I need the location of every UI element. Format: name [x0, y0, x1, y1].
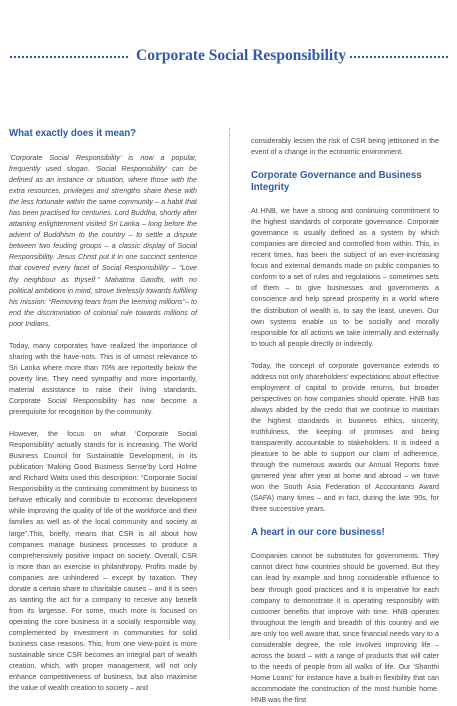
body-paragraph: Companies cannot be substitutes for governments. They cannot direct how countries should be governed. But they can lead by example and bring considerable influence to bear through good practices and it is imperative for each company to demonstrate it is operating responsibly with customer benefits that improve with time. HNB operates throughout the length and breadth of this country and we are only too well aware that, since financial needs vary to a considerable degree, the role involves improving life – across the board – with a range of products that will cater to the needs of people from all walks of life. Our ‘Shanthi Home Loans’ for instance have a built-in flexibility that can accommodate the construction of the most humble home. HNB was the first [251, 552, 439, 704]
column-divider [229, 128, 230, 640]
section-heading-heart-core-business: A heart in our core business! [251, 527, 385, 539]
body-paragraph: However, the focus on what ‘Corporate Social Responsibility’ actually stands for is increasing. The World Business Council for Sustainable Development, in its publication ‘Making Good Business Sense’by Lord Holme and Richard Watts used this description: “Corporate Social Responsibility is the continuing commitment by business to behave ethically and contribute to economic development while improving the quality of life of the workforce and their families as well as of the local community and society at large”.This, briefly, means that CSR is all about how companies manage business processes to produce a comprehensively positive impact on society. Overall, CSR is more than an exercise in philanthropy. Profits made by companies are unhindered – except by taxation. They donate a certain share to charitable causes – and it is seen as tainting the act for a company to receive any benefit from its largesse. For some, much more is focused on operating the core business in a socially responsible way, complemented by investment in communities for solid business case reasons. This, from one view-point is more sustainable since CSR becomes an integral part of wealth creation, which, with proper management, will not only enhance competitiveness of business, but also maximise the value of wealth creation to society – and [9, 430, 197, 693]
section-heading-governance: Corporate Governance and Business Integrity [251, 170, 422, 194]
left-column [9, 128, 197, 693]
page-header [0, 44, 457, 68]
page-title: Corporate Social Responsibility [136, 47, 347, 64]
intro-paragraph: ‘Corporate Social Responsibility’ is now a popular, frequently used slogan. ‘Social Responsibility’ can be defined as an instance or situation, where those with the extra resources, privileges and strengths share these with the less fortunate within the same community – a habit that has been practised for centuries. Lord Buddha, shortly after attaining enlightenment visited Sri Lanka – long before the advent of Buddhism to the country – to settle a dispute between two feuding groups – a classic display of Social Responsibility. Jesus Christ put it in one succinct sentence that covered every facet of Social Responsibility – “Love thy neighbour as thyself.” Mahatma Gandhi, with no political ambitions in mind, strove tirelessly towards fulfilling his mission: “Removing tears from the teeming millions”– to end the discrimination of colonial rule towards millions of poor Indians. [9, 154, 197, 328]
header-dotted-rule-right [350, 56, 448, 58]
body-paragraph: At HNB, we have a strong and continuing commitment to the highest standards of corporate governance. Corporate governance is usually defined as a system by which companies are directed and controlled from within. This, in recent times, has been the subject of an ever-increasing focus and external demands made on public companies to conform to a set of rules and regulations – sometimes sets of them – to give businesses and governments a conscience and help spread prosperity in a world where the distribution of wealth is, to say the least, uneven. Our own systems enable us to be socially and morally responsible for all actions we take internally and externally to touch all people directly or indirectly. [251, 207, 439, 348]
right-column [251, 136, 439, 704]
body-paragraph: Today, many corporates have realized the importance of sharing with the have-nots. This is of utmost relevance to Sri Lanka where more than 70% are reportedly below the poverty line. They need sympathy and more importantly, material assistance to raise their living standards. Corporate Social Responsibility has now become a prerequisite for recognition by the community. [9, 341, 197, 417]
body-paragraph: Today, the concept of corporate governance extends to address not only shareholders’ expectations about effective employment of capital to provide returns, but broader perspectives on how companies should operate. HNB has always abided by the credo that we continue to maintain the highest standards in business ethics, sincerity, truthfulness, the keeping of promises and being transparently accountable to stakeholders. It is indeed a pleasure to be able to support our claim of adherence, through the numerous awards our Annual Reports have garnered year after year at home and abroad – we have won the South Asia Federation of Accountants Award (SAFA) many times – and in fact, during the late ‘90s, for three successive years. [251, 361, 439, 514]
header-dotted-rule-left [10, 56, 128, 58]
section-heading-what-it-means: What exactly does it mean? [9, 128, 137, 139]
continuation-paragraph: considerably lessen the risk of CSR being jettisoned in the event of a change in the economic environment. [251, 137, 439, 157]
